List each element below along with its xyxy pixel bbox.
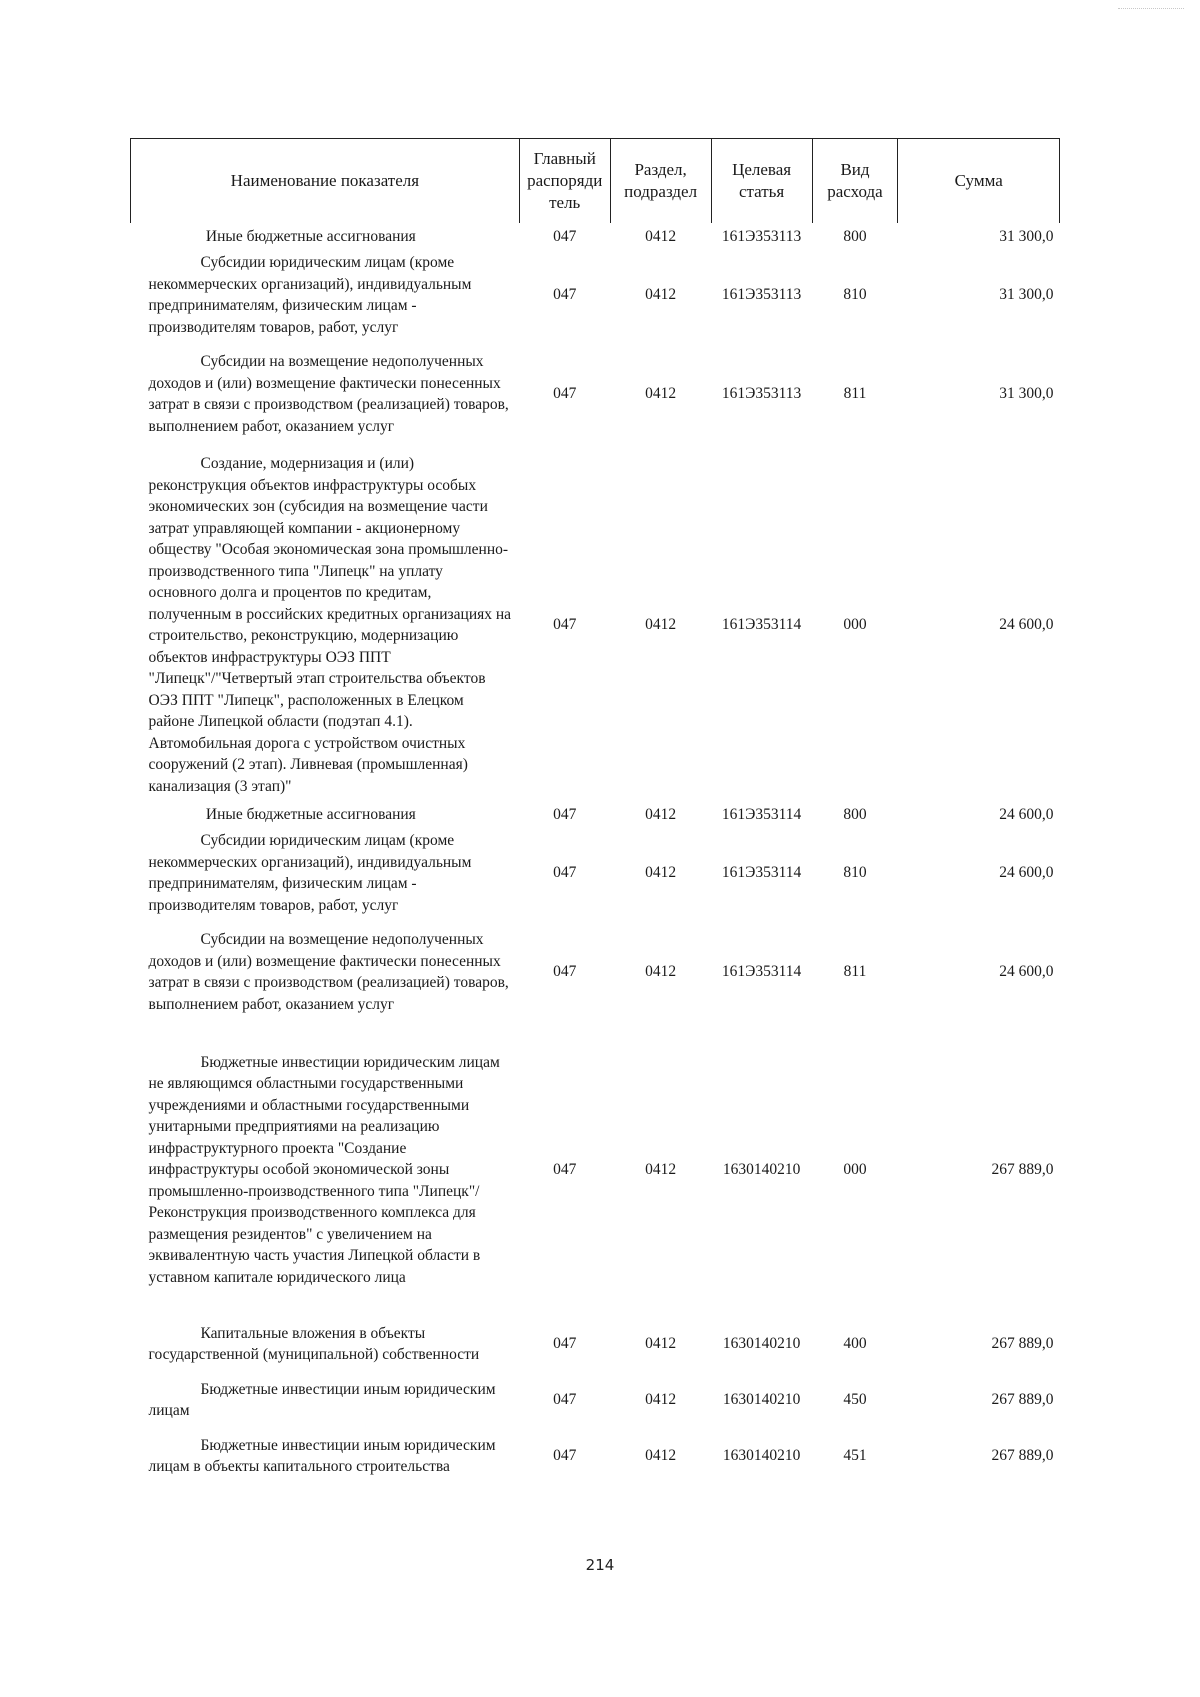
header-razdel: Раздел, подраздел (610, 139, 711, 224)
row-name: Субсидии на возмещение недополученных доходов и (или) возмещение фактически понесенных затрат в связи с производством (реализацией) товаров, выполнением работ, оказанием услуг (148, 931, 509, 1013)
row-name: Субсидии юридическим лицам (кроме некоммерческих организаций), индивидуальным предпринимателям, физическим лицам - производителям товаров, работ, услуг (148, 254, 472, 336)
row-name: Капитальные вложения в объекты государственной (муниципальной) собственности (148, 1324, 480, 1363)
row-sum: 24 600,0 (999, 864, 1054, 882)
row-target-article: 1630140210 (722, 1161, 801, 1179)
row-expense-type: 811 (843, 963, 867, 981)
row-target-article: 161Э353113 (721, 228, 802, 246)
row-grbs: 047 (553, 286, 577, 304)
row-razdel: 0412 (645, 385, 677, 403)
row-grbs: 047 (553, 1161, 577, 1179)
table-row (131, 223, 1060, 251)
row-name: Бюджетные инвестиции иным юридическим лицам (148, 1380, 496, 1419)
header-sum: Сумма (898, 139, 1060, 224)
table-row (131, 1425, 1060, 1487)
row-expense-type: 810 (843, 286, 867, 304)
row-target-article: 1630140210 (722, 1335, 801, 1353)
row-grbs: 047 (553, 1391, 577, 1409)
table-row (131, 251, 1060, 339)
row-sum: 24 600,0 (999, 806, 1054, 824)
row-sum: 24 600,0 (999, 616, 1054, 634)
row-razdel: 0412 (645, 228, 677, 246)
page-number: 214 (585, 1556, 615, 1574)
row-target-article: 161Э353113 (721, 385, 802, 403)
header-grbs: Главный распоряди тель (519, 139, 610, 224)
row-target-article: 161Э353114 (721, 616, 802, 634)
row-name: Бюджетные инвестиции иным юридическим лицам в объекты капитального строительства (148, 1436, 496, 1475)
table-row (131, 449, 1060, 801)
row-expense-type: 400 (843, 1335, 867, 1353)
table-row (131, 1375, 1060, 1425)
table-row (131, 801, 1060, 829)
table-row (131, 829, 1060, 917)
row-sum: 267 889,0 (991, 1447, 1054, 1465)
row-razdel: 0412 (645, 1161, 677, 1179)
scan-edge-mark (1118, 8, 1184, 10)
table-row (131, 1313, 1060, 1375)
table-header (131, 139, 1060, 224)
row-target-article: 1630140210 (722, 1447, 801, 1465)
row-grbs: 047 (553, 616, 577, 634)
table-row (131, 917, 1060, 1027)
row-sum: 31 300,0 (999, 228, 1054, 246)
header-expense-type: Вид расхода (812, 139, 898, 224)
row-razdel: 0412 (645, 806, 677, 824)
row-sum: 267 889,0 (991, 1335, 1054, 1353)
row-name: Иные бюджетные ассигнования (205, 806, 416, 824)
row-razdel: 0412 (645, 864, 677, 882)
row-grbs: 047 (553, 385, 577, 403)
header-row (131, 139, 1060, 224)
row-grbs: 047 (553, 864, 577, 882)
header-target-article: Целевая статья (711, 139, 812, 224)
row-razdel: 0412 (645, 963, 677, 981)
row-name: Иные бюджетные ассигнования (205, 228, 416, 246)
budget-table (130, 138, 1060, 1487)
row-expense-type: 451 (843, 1447, 867, 1465)
row-expense-type: 000 (843, 616, 867, 634)
row-sum: 31 300,0 (999, 286, 1054, 304)
row-sum: 31 300,0 (999, 385, 1054, 403)
row-grbs: 047 (553, 963, 577, 981)
row-name: Создание, модернизация и (или) реконструкция объектов инфраструктуры особых экономических зон (субсидия на возмещение части затрат управляющей компании - акционерному обществу "Особая экономическая зона промышленно-производственного типа "Липецк" на уплату основного долга и процентов по кредитам, полученным в российских кредитных организациях на строительство, реконструкцию, модернизацию объектов инфраструктуры ОЭЗ ППТ "Липецк"/"Четвертый этап строительства объектов ОЭЗ ППТ "Липецк", расположенных в Елецком районе Липецкой области (подэтап 4.1). Автомобильная дорога с устройством очистных сооружений (2 этап). Ливневая (промышленная) канализация (3 этап)" (148, 455, 512, 795)
row-name: Бюджетные инвестиции юридическим лицам не являющимся областными государственными учреждениями и областными государственными унитарными предприятиями на реализацию инфраструктурного проекта "Создание инфраструктуры особой экономической зоны промышленно-производственного типа "Липецк"/Реконструкция производственного комплекса для размещения резидентов" с увеличением на эквивалентную часть участия Липецкой области в уставном капитале юридического лица (148, 1053, 500, 1286)
table-row (131, 339, 1060, 449)
row-expense-type: 811 (843, 385, 867, 403)
row-sum: 267 889,0 (991, 1161, 1054, 1179)
header-name: Наименование показателя (131, 139, 520, 224)
row-name: Субсидии юридическим лицам (кроме некоммерческих организаций), индивидуальным предпринимателям, физическим лицам - производителям товаров, работ, услуг (148, 832, 472, 914)
row-expense-type: 000 (843, 1161, 867, 1179)
row-expense-type: 450 (843, 1391, 867, 1409)
row-grbs: 047 (553, 1335, 577, 1353)
row-target-article: 161Э353114 (721, 806, 802, 824)
row-razdel: 0412 (645, 286, 677, 304)
row-grbs: 047 (553, 1447, 577, 1465)
row-name: Субсидии на возмещение недополученных доходов и (или) возмещение фактически понесенных затрат в связи с производством (реализацией) товаров, выполнением работ, оказанием услуг (148, 353, 509, 435)
row-razdel: 0412 (645, 616, 677, 634)
row-sum: 24 600,0 (999, 963, 1054, 981)
row-razdel: 0412 (645, 1447, 677, 1465)
row-expense-type: 800 (843, 806, 867, 824)
row-expense-type: 810 (843, 864, 867, 882)
row-expense-type: 800 (843, 228, 867, 246)
row-grbs: 047 (553, 806, 577, 824)
budget-table-container (130, 138, 1060, 1487)
row-sum: 267 889,0 (991, 1391, 1054, 1409)
row-grbs: 047 (553, 228, 577, 246)
row-target-article: 161Э353113 (721, 286, 802, 304)
row-target-article: 1630140210 (722, 1391, 801, 1409)
row-razdel: 0412 (645, 1335, 677, 1353)
row-razdel: 0412 (645, 1391, 677, 1409)
table-body (131, 223, 1060, 1487)
row-target-article: 161Э353114 (721, 864, 802, 882)
table-row (131, 1027, 1060, 1313)
row-target-article: 161Э353114 (721, 963, 802, 981)
